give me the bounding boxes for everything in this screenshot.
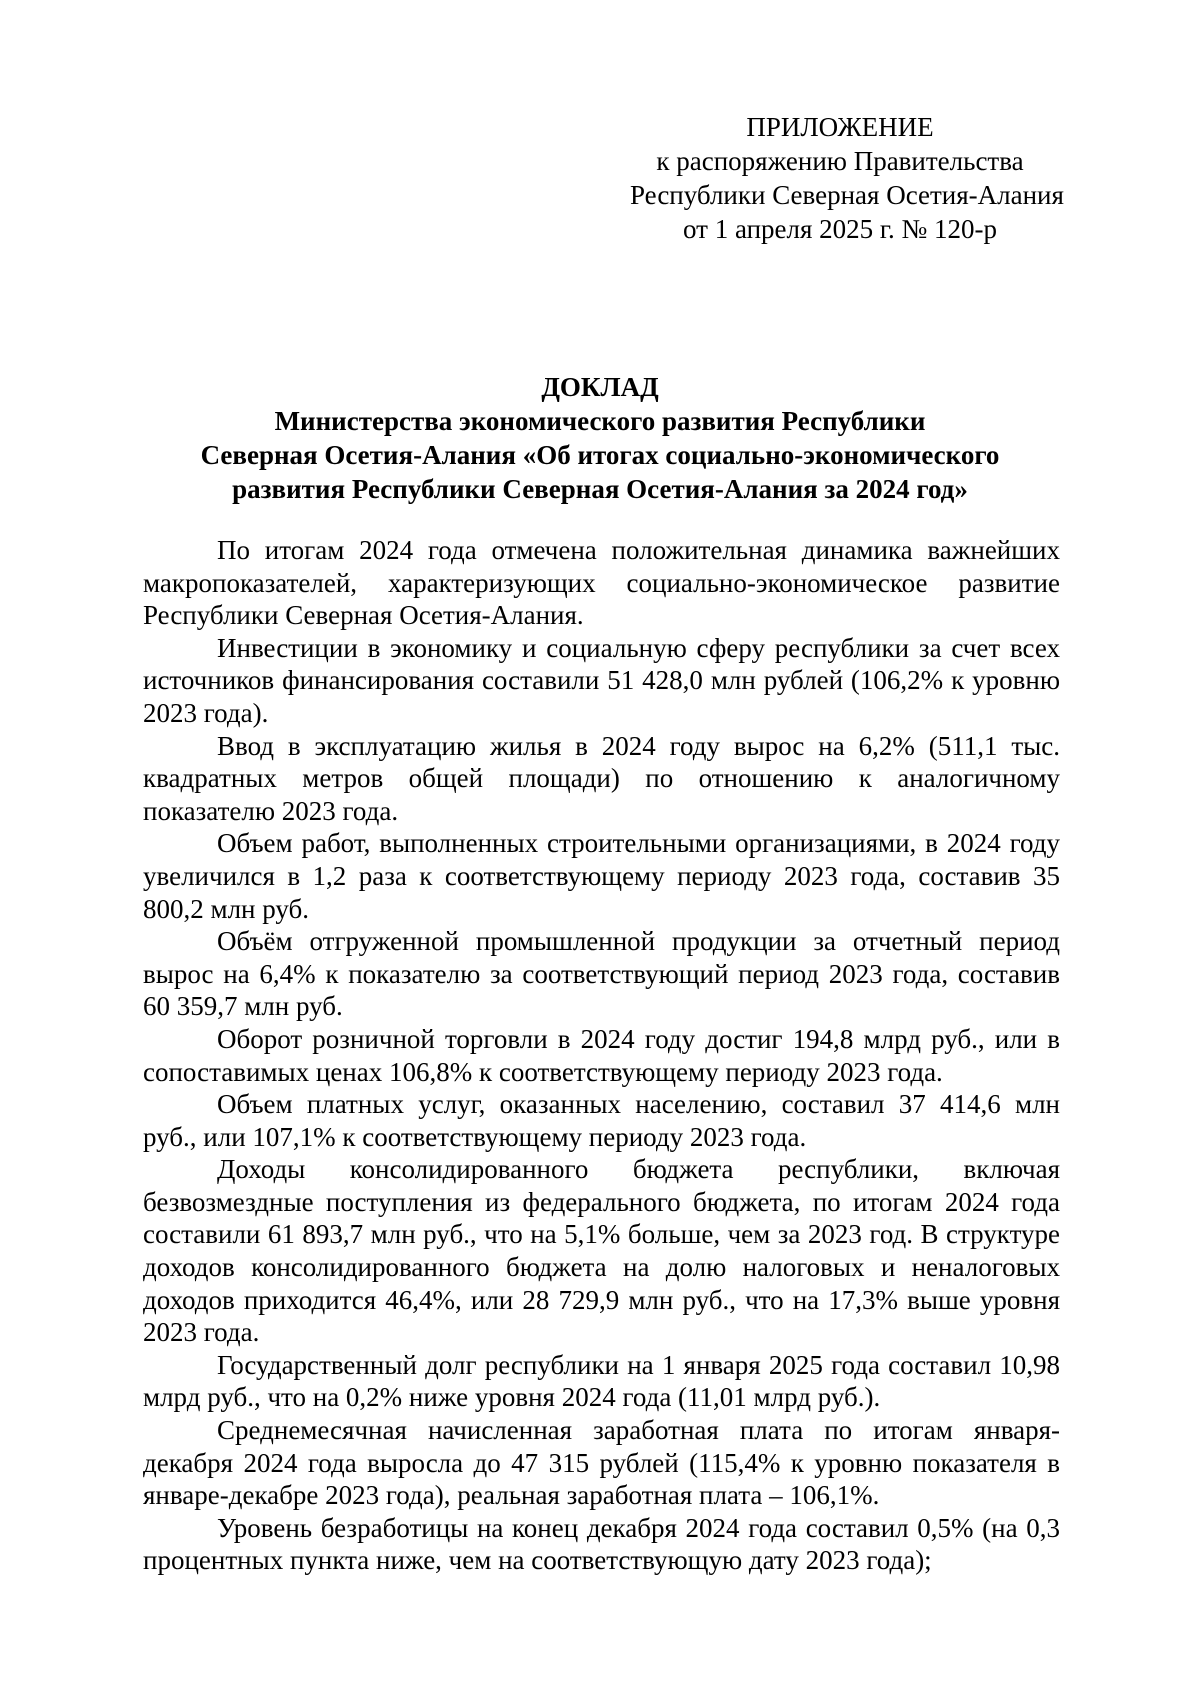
paragraph-budget-revenue: Доходы консолидированного бюджета республики, включая безвозмездные поступления из федерального бюджета, по итогам 2024 года составили 61 893,7 млн руб., что на 5,1% больше, чем за 2023 год. В структуре доходов консолидированного бюджета на долю налоговых и неналоговых доходов приходится 46,4%, или 28 729,9 млн руб., что на 17,3% выше уровня 2023 года. [143,1154,1060,1348]
appendix-republic: Республики Северная Осетия-Алания [630,180,1064,210]
report-body [143,534,1060,1577]
report-subtitle-line-3: развития Республики Северная Осетия-Алания за 2024 год» [232,474,968,504]
paragraph-paid-services: Объем платных услуг, оказанных населению, составил 37 414,6 млн руб., или 107,1% к соответствующему периоду 2023 года. [143,1089,1060,1152]
appendix-title: ПРИЛОЖЕНИЕ [746,112,934,142]
paragraph-housing: Ввод в эксплуатацию жилья в 2024 году вырос на 6,2% (511,1 тыс. квадратных метров общей площади) по отношению к аналогичному показателю 2023 года. [143,730,1060,826]
appendix-header [630,110,1064,246]
paragraph-public-debt: Государственный долг республики на 1 января 2025 года составил 10,98 млрд руб., что на 0,2% ниже уровня 2024 года (11,01 млрд руб.). [143,1349,1060,1413]
report-title [140,370,1060,506]
appendix-date-number: от 1 апреля 2025 г. № 120-р [683,214,997,244]
appendix-order-reference: к распоряжению Правительства [656,146,1024,176]
report-subtitle-line-1: Министерства экономического развития Республики [274,406,926,436]
paragraph-investments: Инвестиции в экономику и социальную сферу республики за счет всех источников финансирования составили 51 428,0 млн рублей (106,2% к уровню 2023 года). [143,632,1060,728]
paragraph-wages: Среднемесячная начисленная заработная плата по итогам января-декабря 2024 года выросла до 47 315 рублей (115,4% к уровню показателя в январе-декабре 2023 года), реальная заработная плата – 106,1%. [143,1415,1060,1511]
paragraph-industry: Объём отгруженной промышленной продукции за отчетный период вырос на 6,4% к показателю за соответствующий период 2023 года, составив 60 359,7 млн руб. [143,926,1060,1022]
paragraph-retail: Оборот розничной торговли в 2024 году достиг 194,8 млрд руб., или в сопоставимых ценах 106,8% к соответствующему периоду 2023 года. [143,1023,1060,1087]
report-heading: ДОКЛАД [541,372,659,402]
paragraph-unemployment: Уровень безработицы на конец декабря 2024 года составил 0,5% (на 0,3 процентных пункта ниже, чем на соответствующую дату 2023 года); [143,1512,1060,1576]
paragraph-overview: По итогам 2024 года отмечена положительная динамика важнейших макропоказателей, характеризующих социально-экономическое развитие Республики Северная Осетия-Алания. [143,535,1060,631]
paragraph-construction: Объем работ, выполненных строительными организациями, в 2024 году увеличился в 1,2 раза к соответствующему периоду 2023 года, составив 35 800,2 млн руб. [143,828,1060,924]
report-subtitle-line-2: Северная Осетия-Алания «Об итогах социально-экономического [200,440,1000,470]
